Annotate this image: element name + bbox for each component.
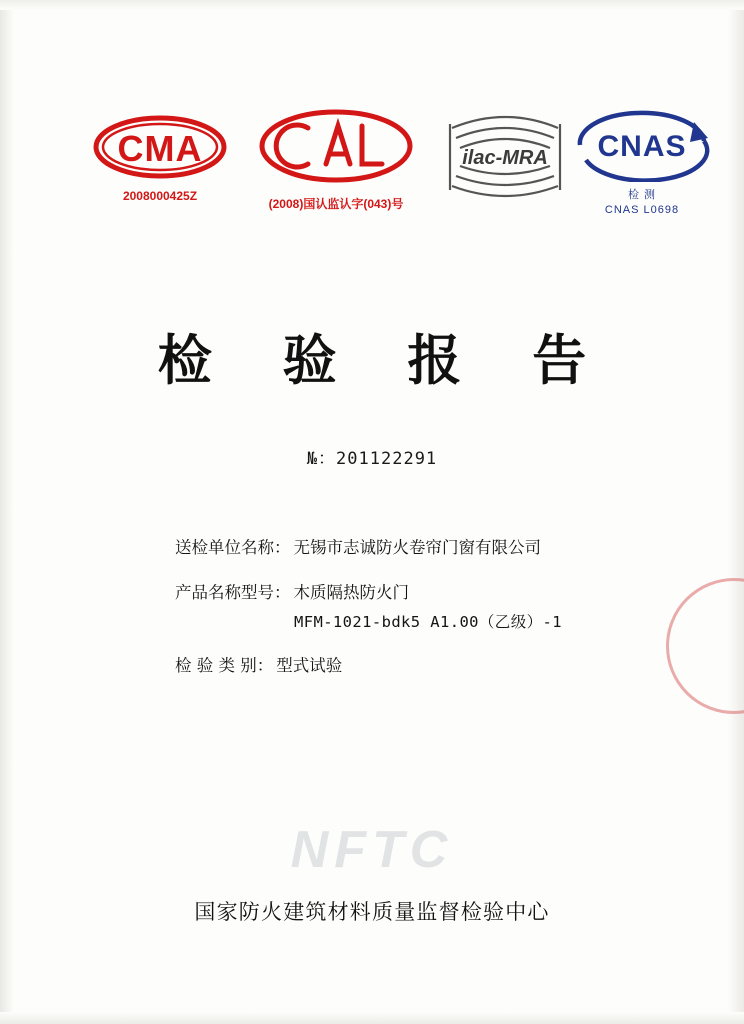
- field-label-product: 产品名称型号：: [175, 583, 291, 602]
- field-value-product-model: MFM-1021-bdk5 A1.00（乙级）-1: [294, 613, 562, 631]
- ilac-mra-text: ilac-MRA: [462, 147, 548, 169]
- cma-logo-icon: [90, 114, 230, 180]
- issuing-organization: 国家防火建筑材料质量监督检验中心: [194, 900, 550, 924]
- cnas-mark: [562, 108, 722, 216]
- cal-mark: [256, 108, 416, 212]
- page-title: 检 验 报 告: [157, 329, 613, 392]
- field-label-inspection-type: 检 验 类 别：: [175, 656, 274, 675]
- field-label-applicant: 送检单位名称：: [175, 538, 291, 557]
- cnas-caption: CNAS L0698: [604, 203, 680, 216]
- cma-mark: [90, 114, 230, 203]
- field-value-product: 木质隔热防火门: [293, 583, 409, 602]
- field-row-inspection-type: [175, 652, 605, 676]
- field-row-product: [175, 579, 605, 603]
- cnas-sub-text: 检 测: [627, 189, 657, 201]
- cma-caption: 2008000425Z: [122, 189, 198, 203]
- report-number: №：201122291: [306, 449, 438, 469]
- svg-text:CNAS: CNAS: [597, 130, 687, 163]
- field-value-inspection-type: 型式试验: [276, 656, 343, 675]
- certification-marks-row: [70, 100, 687, 230]
- ilac-mra-logo-icon: [440, 108, 570, 204]
- ilac-mra-mark: [440, 108, 570, 209]
- cal-caption: (2008)国认监认字(043)号: [268, 197, 404, 211]
- cnas-logo-icon: [562, 108, 722, 182]
- watermark: NFTC: [290, 821, 454, 879]
- scan-edge-top: [0, 0, 744, 10]
- report-fields: [175, 534, 605, 697]
- scan-edge-bottom: [0, 1012, 744, 1024]
- field-value-applicant: 无锡市志诚防火卷帘门窗有限公司: [293, 538, 541, 557]
- cal-logo-icon: [256, 108, 416, 186]
- red-seal-stamp: [666, 578, 744, 714]
- svg-text:CMA: CMA: [117, 128, 203, 169]
- field-row-applicant: [175, 534, 605, 558]
